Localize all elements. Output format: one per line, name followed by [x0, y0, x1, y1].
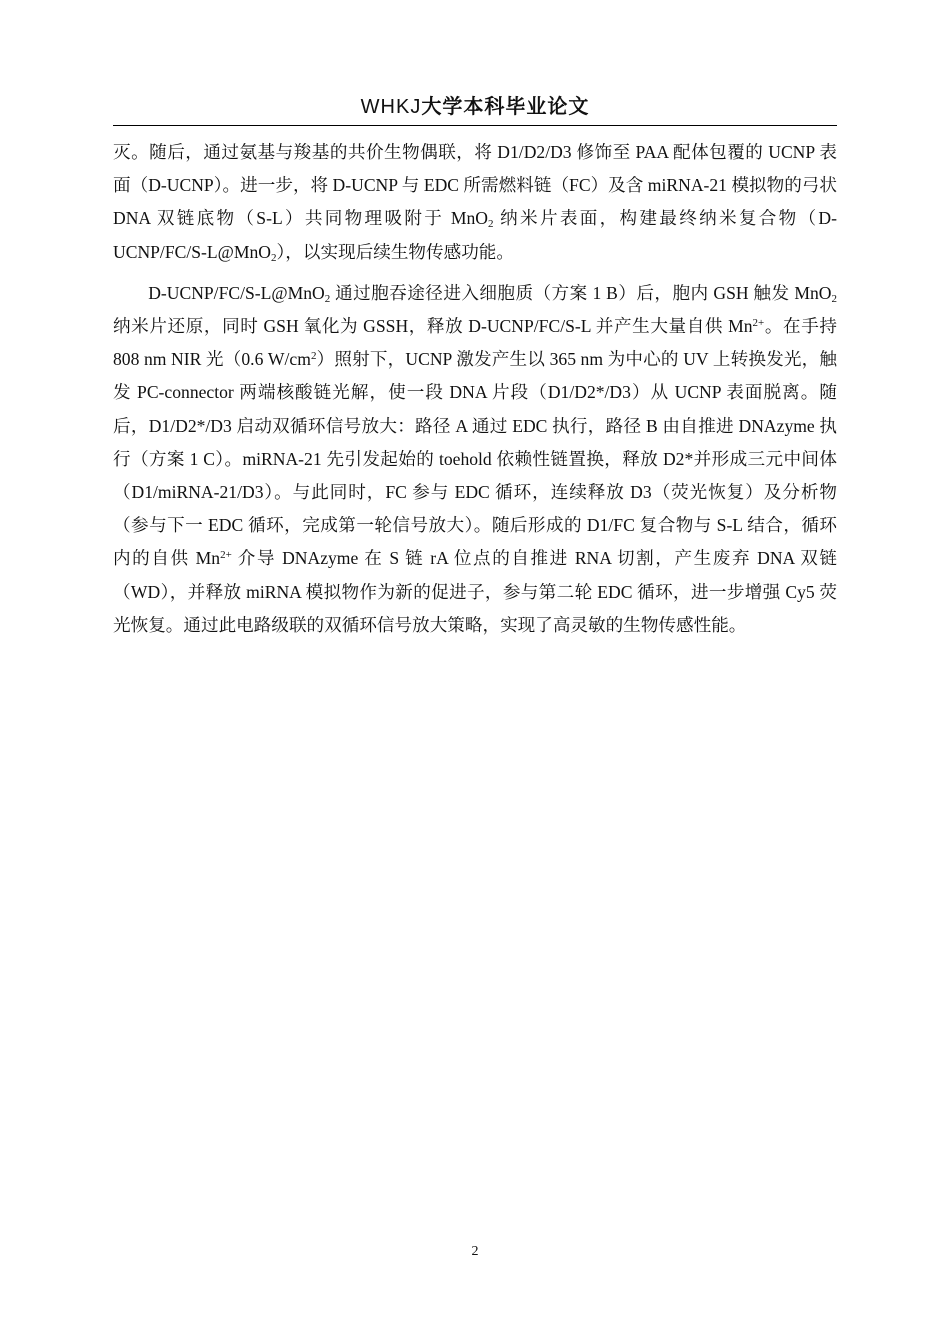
page-header: [0, 92, 950, 121]
header-prefix: WHKJ: [360, 96, 422, 118]
superscript: 2: [310, 350, 317, 363]
text-run: 通过胞吞途径进入细胞质（方案 1 B）后，胞内 GSH 触发 MnO: [330, 282, 832, 303]
text-run: 纳米片表面，构建最终纳米复合物（D-UCNP/FC/S-L@MnO: [113, 208, 837, 262]
body-text: [113, 136, 837, 650]
superscript: 2+: [752, 317, 765, 330]
subscript: 2: [270, 251, 277, 264]
header-title: 大学本科毕业论文: [421, 94, 590, 118]
text-run: D-UCNP/FC/S-L@MnO: [148, 282, 325, 303]
text-run: 。在手持 808 nm NIR 光（0.6 W/cm: [113, 316, 837, 370]
superscript: 2+: [220, 549, 232, 562]
text-run: 介导 DNAzyme 在 S 链 rA 位点的自推进 RNA 切割，产生废弃 DNA 双链（WD），并释放 miRNA 模拟物作为新的促进子，参与第二轮 EDC 循环，进一步增强 Cy5 荧光恢复。通过此电路级联的双循环信号放大策略，实现了高灵敏的生物传感性能。: [113, 548, 837, 635]
body-paragraph: [113, 277, 837, 642]
subscript: 2: [487, 218, 494, 231]
text-run: ）照射下，UCNP 激发产生以 365 nm 为中心的 UV 上转换发光，触发 PC-connector 两端核酸链光解，使一段 DNA 片段（D1/D2*/D3）从 UCNP 表面脱离。随后，D1/D2*/D3 启动双循环信号放大：路径 A 通过 EDC 执行，路径 B 由自推进 DNAzyme 执行（方案 1 C）。miRNA-21 先引发起始的 toehold 依赖性链置换，释放 D2*并形成三元中间体（D1/miRNA-21/D3）。与此同时，FC 参与 EDC 循环，连续释放 D3（荧光恢复）及分析物（参与下一 EDC 循环，完成第一轮信号放大）。随后形成的 D1/FC 复合物与 S-L 结合，循环内的自供 Mn: [113, 349, 838, 569]
subscript: 2: [324, 292, 331, 305]
text-run: 纳米片还原，同时 GSH 氧化为 GSSH，释放 D-UCNP/FC/S-L 并产生大量自供 Mn: [113, 316, 753, 337]
text-run: 灭。随后，通过氨基与羧基的共价生物偶联，将 D1/D2/D3 修饰至 PAA 配体包覆的 UCNP 表面（D-UCNP）。进一步，将 D-UCNP 与 EDC 所需燃料链（FC）及含 miRNA-21 模拟物的弓状 DNA 双链底物（S-L）共同物理吸附于 MnO: [113, 142, 837, 229]
text-run: ），以实现后续生物传感功能。: [276, 241, 514, 262]
header-divider: [113, 125, 837, 126]
body-paragraph: [113, 136, 837, 269]
subscript: 2: [831, 292, 837, 305]
page-number: 2: [471, 1244, 479, 1259]
